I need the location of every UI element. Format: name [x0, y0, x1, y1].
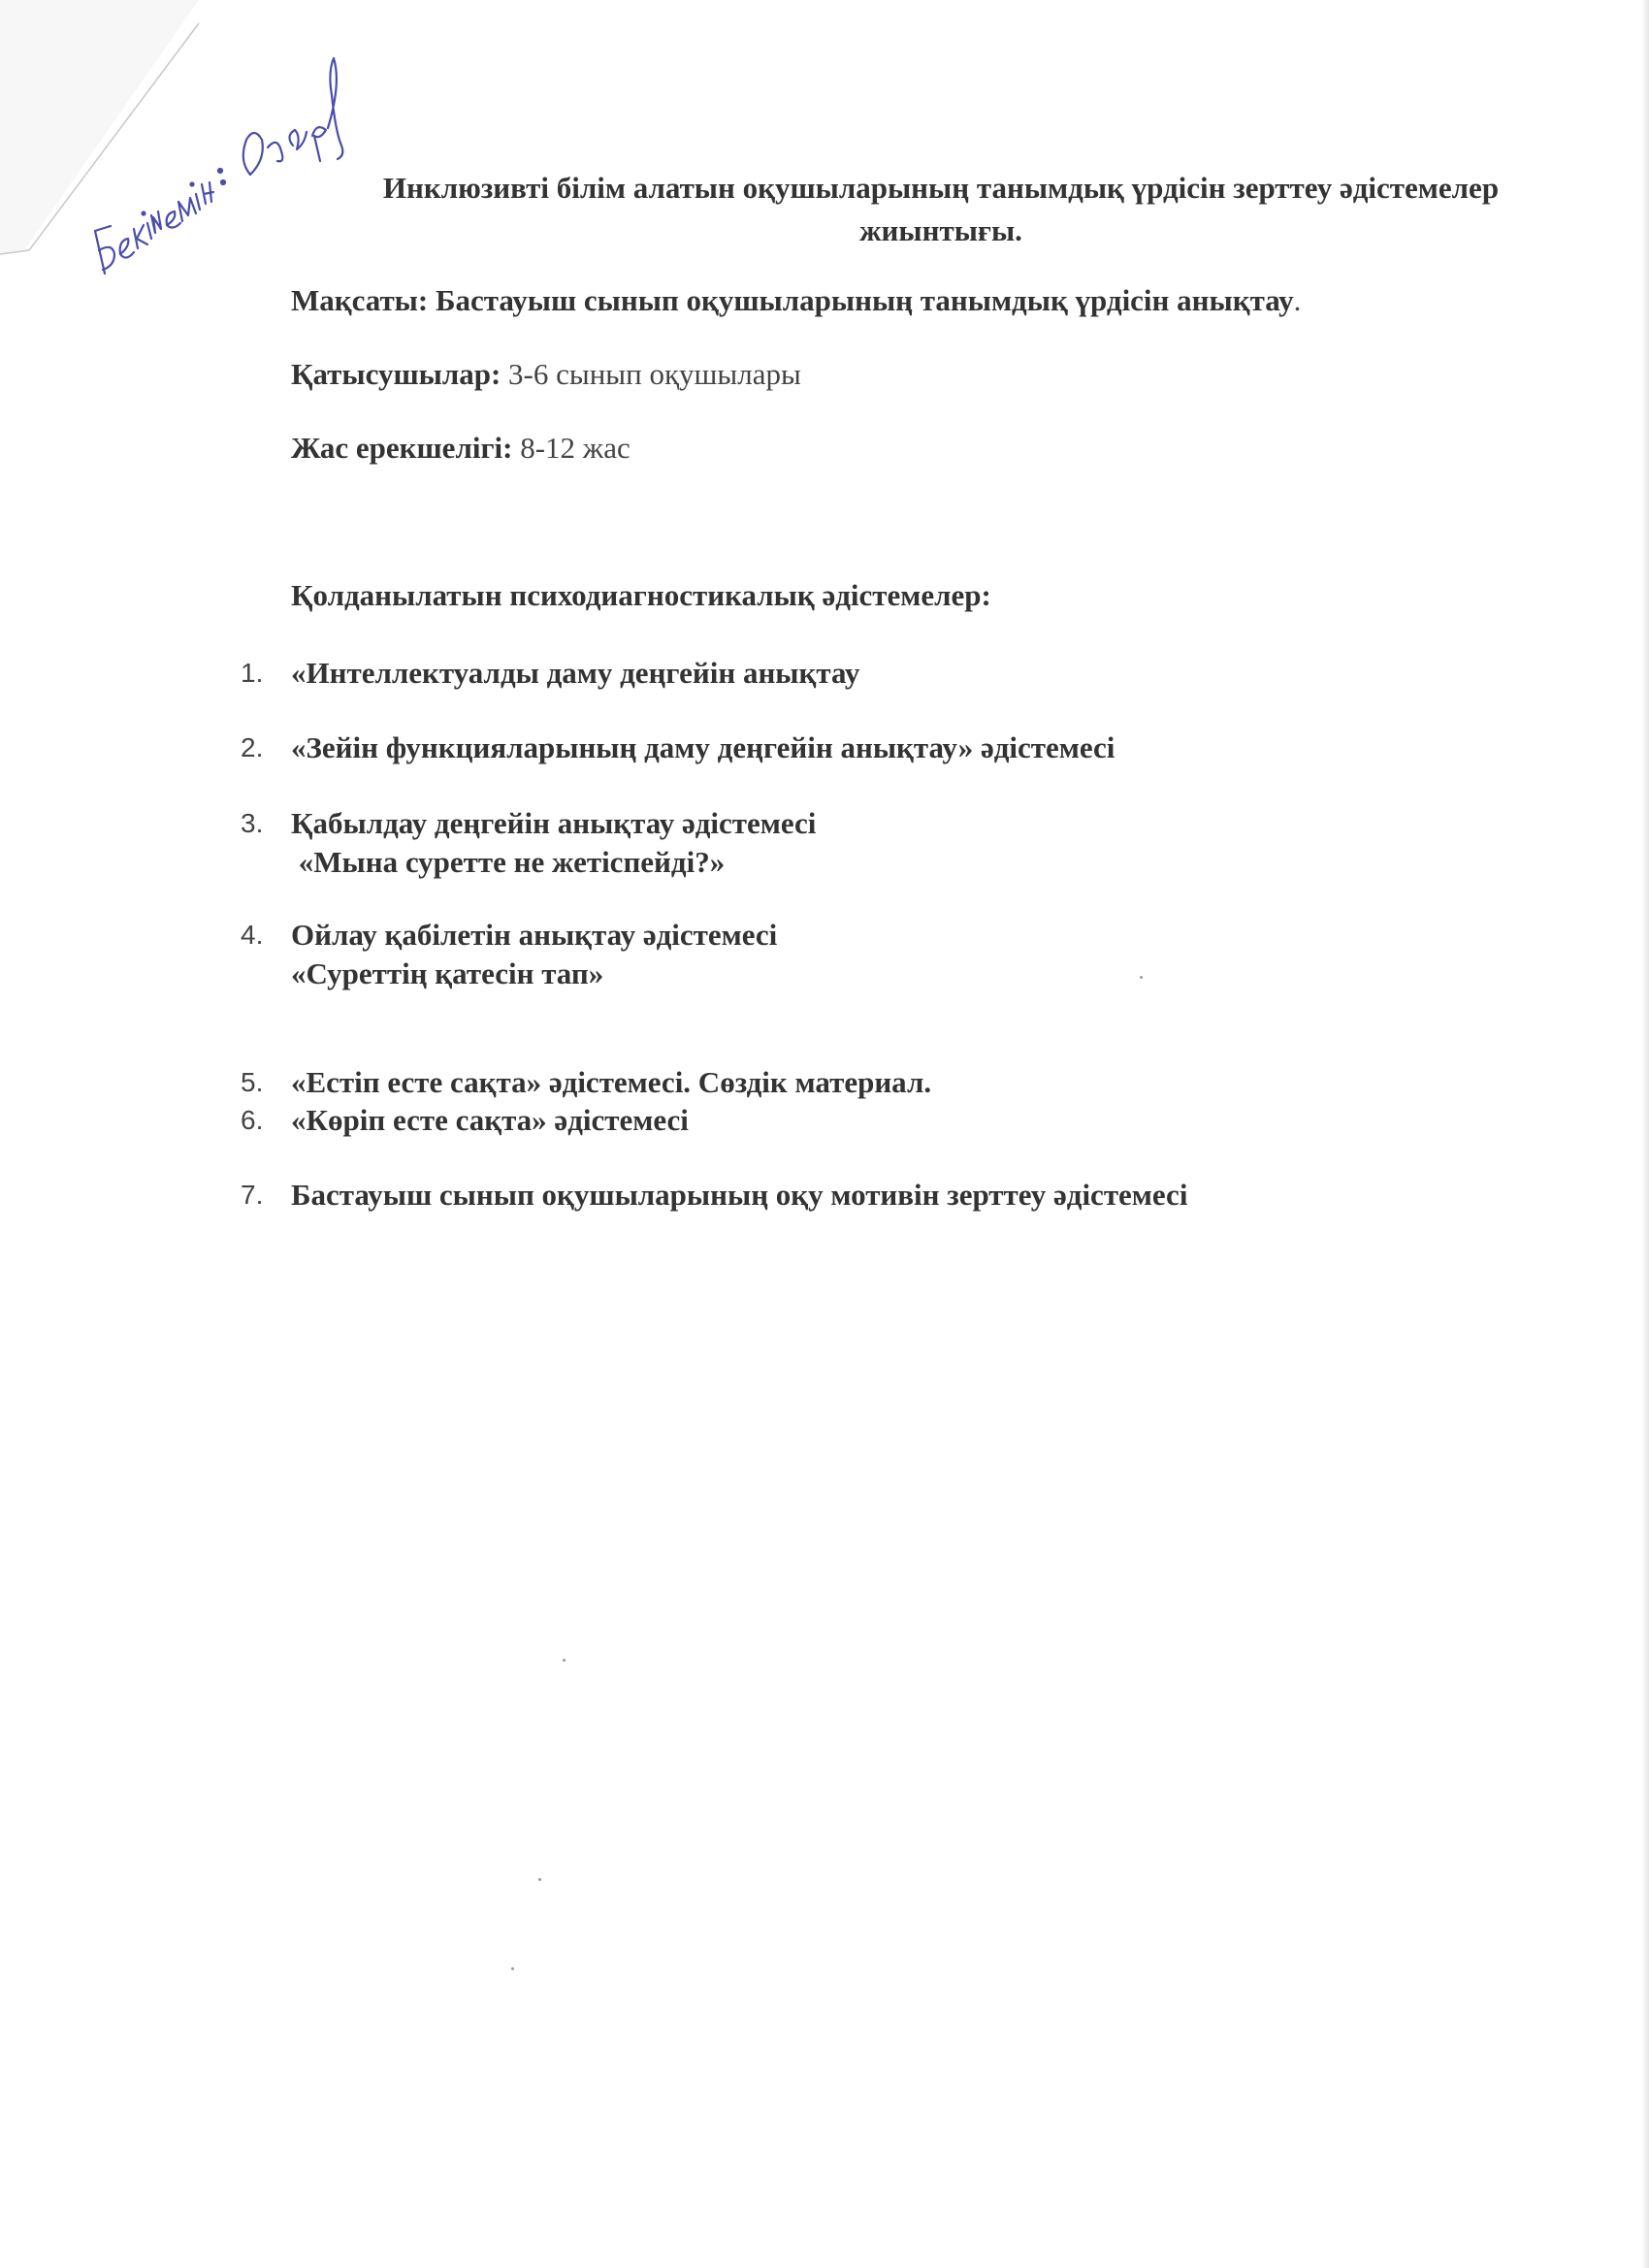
title-line-2: жиынтығы.: [859, 213, 1022, 247]
goal-end: .: [1293, 283, 1302, 317]
goal-field: [291, 281, 1301, 320]
scan-edge: [1641, 0, 1649, 2268]
age-value: 8-12 жас: [520, 431, 630, 465]
method-text: «Зейін функцияларының даму деңгейін анықтау» әдістемесі: [291, 730, 1116, 764]
participants-label: Қатысушылар:: [291, 357, 501, 391]
method-text: Қабылдау деңгейін анықтау әдістемесі: [291, 806, 817, 840]
method-text: Бастауыш сынып оқушыларының оқу мотивін зерттеу әдістемесі: [291, 1178, 1188, 1212]
method-number: 5.: [241, 1067, 264, 1097]
method-number: 2.: [241, 732, 264, 762]
age-label: Жас ерекшелігі:: [291, 431, 513, 465]
participants-value: 3-6 сынып оқушылары: [508, 357, 801, 391]
method-subtext: «Мына суретте не жетіспейді?»: [291, 845, 726, 879]
age-field: [291, 429, 630, 468]
document-title: [330, 167, 1552, 252]
scan-speck: [1140, 976, 1143, 979]
method-number: 4.: [241, 920, 264, 950]
method-text: «Интеллектуалды даму деңгейін анықтау: [291, 656, 860, 690]
method-number: 7.: [241, 1180, 264, 1210]
method-number: 6.: [241, 1105, 264, 1135]
scan-speck: [511, 1967, 514, 1970]
methods-heading: Қолданылатын психодиагностикалық әдістемелер:: [291, 578, 991, 612]
goal-label: Мақсаты:: [291, 283, 429, 317]
method-text: «Естіп есте сақта» әдістемесі. Сөздік материал.: [291, 1065, 932, 1099]
method-number: 1.: [241, 658, 264, 688]
scan-speck: [563, 1659, 566, 1662]
participants-field: [291, 355, 801, 394]
method-subtext: «Суреттің қатесін тап»: [291, 956, 604, 990]
method-text: «Көріп есте сақта» әдістемесі: [291, 1103, 689, 1137]
goal-value: Бастауыш сынып оқушыларының танымдық үрдісін анықтау: [435, 283, 1294, 317]
handwritten-signature: [87, 39, 398, 291]
method-text: Ойлау қабілетін анықтау әдістемесі: [291, 918, 778, 952]
title-line-1: Инклюзивті білім алатын оқушыларының танымдық үрдісін зерттеу әдістемелер: [382, 171, 1500, 205]
method-number: 3.: [241, 808, 264, 838]
scan-speck: [538, 1878, 541, 1881]
